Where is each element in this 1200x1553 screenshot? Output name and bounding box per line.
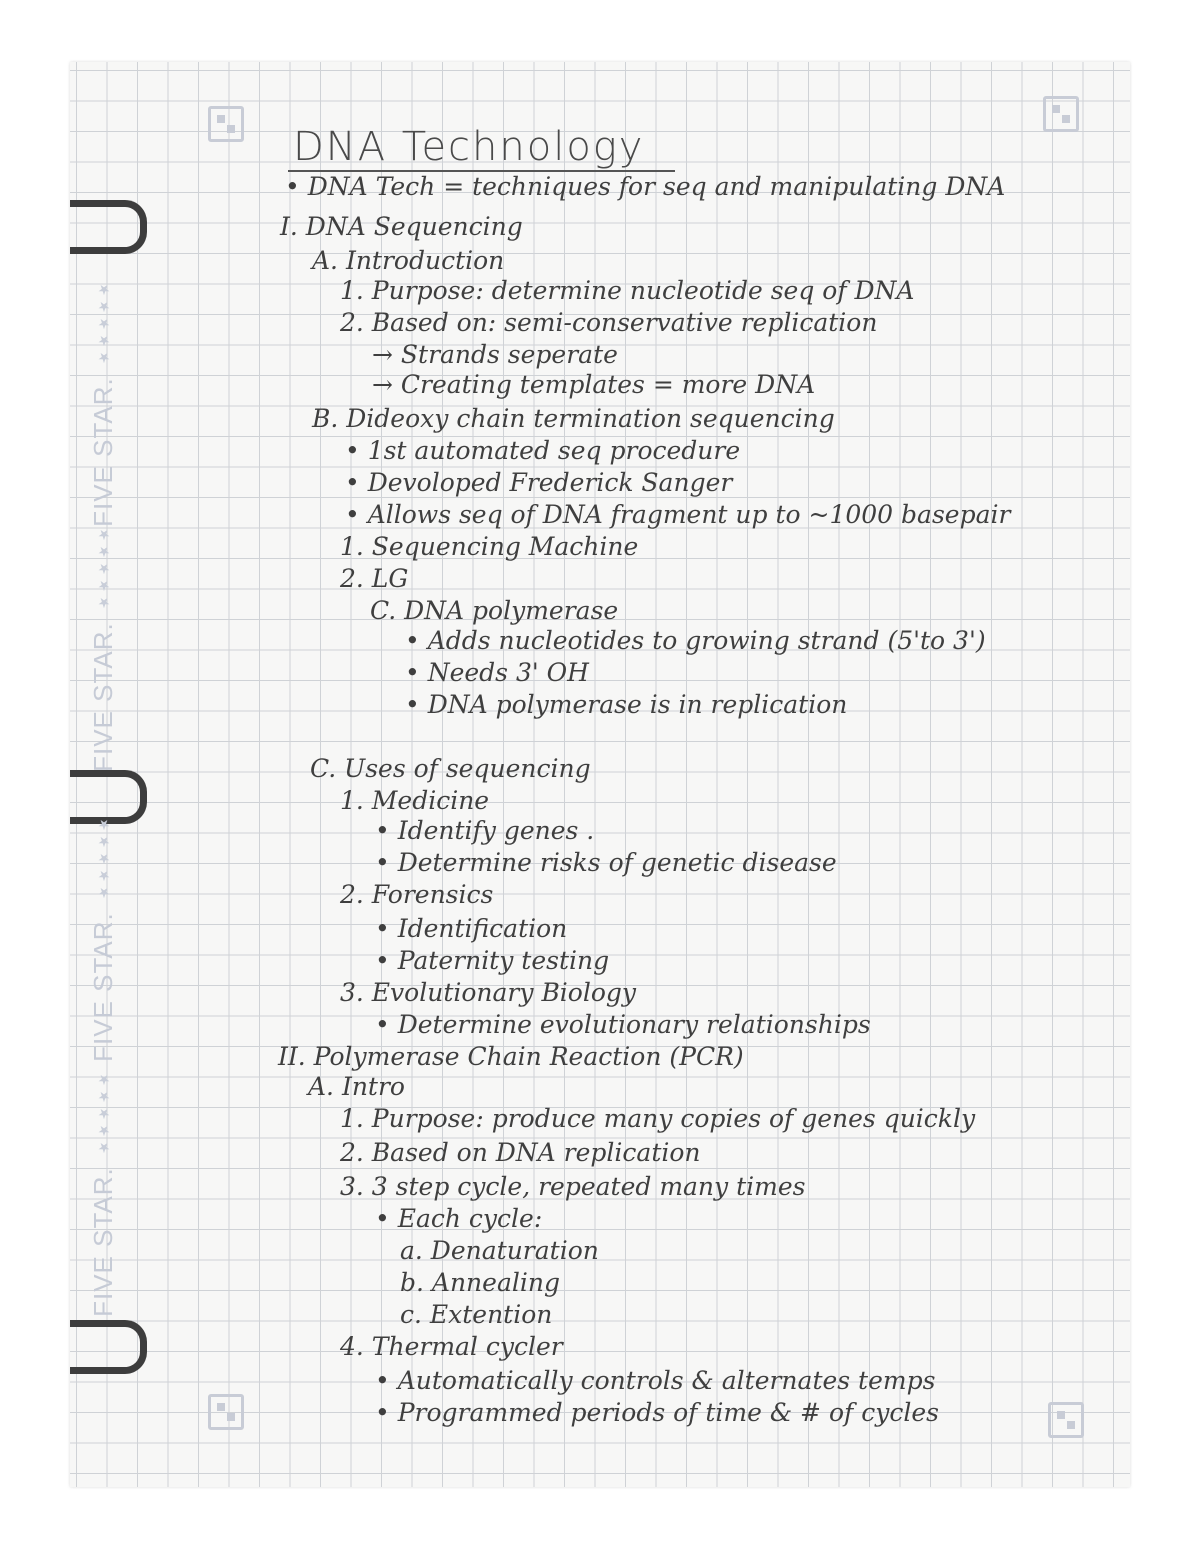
corner-logo-icon	[208, 1394, 244, 1430]
note-line: c. Extention	[400, 1300, 553, 1329]
note-line: A. Introduction	[312, 246, 505, 275]
note-line: a. Denaturation	[400, 1236, 599, 1265]
note-line: → Strands seperate	[372, 340, 618, 369]
note-line: • Paternity testing	[375, 946, 610, 975]
note-line: • Devoloped Frederick Sanger	[345, 468, 733, 497]
note-line: • Needs 3' OH	[405, 658, 589, 687]
note-line: • Programmed periods of time & # of cycles	[375, 1398, 939, 1427]
note-line: A. Intro	[308, 1072, 405, 1101]
note-line: → Creating templates = more DNA	[372, 370, 816, 399]
note-line: • Allows seq of DNA fragment up to ~1000 basepair	[345, 500, 1011, 529]
note-line: 2. LG	[340, 564, 409, 593]
note-line: • Each cycle:	[375, 1204, 543, 1233]
brand-watermark: FIVE STAR. ★★★★★	[88, 1070, 118, 1317]
note-line: b. Annealing	[400, 1268, 560, 1297]
brand-watermark: FIVE STAR. ★★★★★	[88, 525, 118, 772]
note-line: 2. Forensics	[340, 880, 494, 909]
note-line: • DNA Tech = techniques for seq and manipulating DNA	[285, 172, 1006, 201]
note-line: • DNA polymerase is in replication	[405, 690, 848, 719]
corner-logo-icon	[208, 106, 244, 142]
brand-watermark: FIVE STAR. ★★★★★	[88, 280, 118, 527]
note-line: B. Dideoxy chain termination sequencing	[312, 404, 835, 433]
note-line: • Determine evolutionary relationships	[375, 1010, 871, 1039]
binder-ring	[70, 1320, 147, 1374]
note-line: 3. 3 step cycle, repeated many times	[340, 1172, 806, 1201]
note-line: 1. Medicine	[340, 786, 490, 815]
corner-logo-icon	[1048, 1402, 1084, 1438]
note-line: • 1st automated seq procedure	[345, 436, 741, 465]
note-line: 1. Purpose: produce many copies of genes quickly	[340, 1104, 976, 1133]
note-line: • Determine risks of genetic disease	[375, 848, 837, 877]
note-line: • Adds nucleotides to growing strand (5'to 3')	[405, 626, 986, 655]
note-line: • Identify genes .	[375, 816, 595, 845]
note-line: 1. Sequencing Machine	[340, 532, 639, 561]
note-line: C. Uses of sequencing	[310, 754, 591, 783]
note-line: 2. Based on: semi-conservative replication	[340, 308, 878, 337]
note-line: 3. Evolutionary Biology	[340, 978, 637, 1007]
binder-ring	[70, 200, 147, 254]
note-line: • Identification	[375, 914, 568, 943]
page-title: DNA Technology	[293, 124, 645, 170]
note-line: 1. Purpose: determine nucleotide seq of DNA	[340, 276, 915, 305]
note-line: • Automatically controls & alternates temps	[375, 1366, 936, 1395]
note-line: 2. Based on DNA replication	[340, 1138, 701, 1167]
note-line: 4. Thermal cycler	[340, 1332, 563, 1361]
corner-logo-icon	[1043, 96, 1079, 132]
note-line: I. DNA Sequencing	[280, 212, 523, 241]
note-line: II. Polymerase Chain Reaction (PCR)	[278, 1042, 744, 1071]
brand-watermark: FIVE STAR. ★★★★★	[88, 815, 118, 1062]
note-line: C. DNA polymerase	[370, 596, 619, 625]
